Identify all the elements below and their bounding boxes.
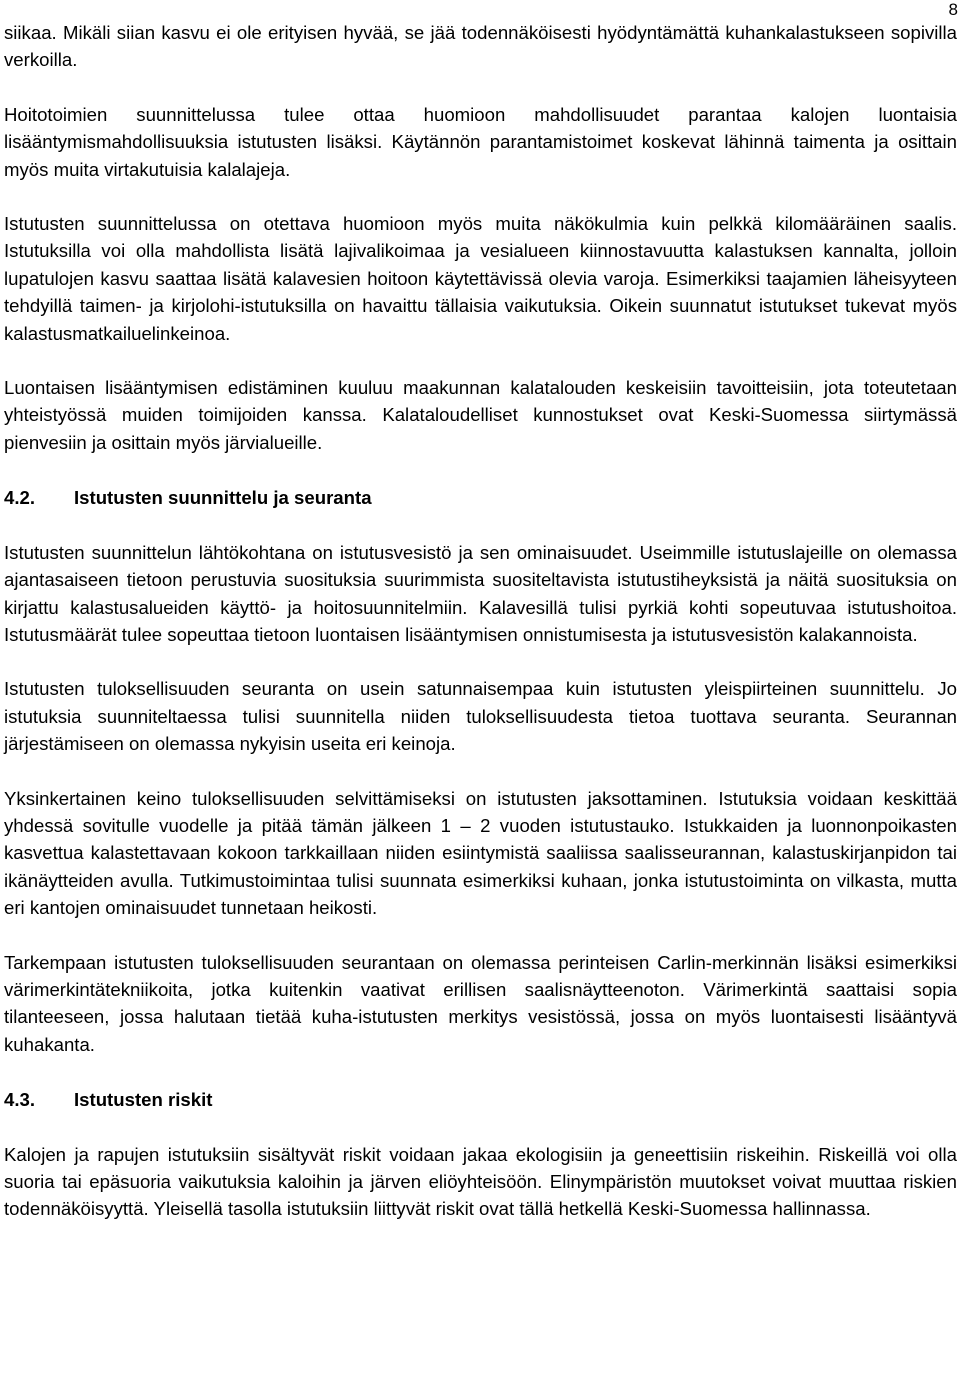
paragraph: Istutusten suunnittelussa on otettava huomioon myös muita näkökulmia kuin pelkkä kilomääräinen saalis. Istutuksilla voi olla mahdollista lisätä lajivalikoimaa ja vesialueen kiinnostavuutta kalastuksen kannalta, jolloin lupatulojen kasvu saattaa lisätä kalavesien hoitoon käytettävissä olevia varoja. Esimerkiksi taajamien läheisyyteen tehdyillä taimen- ja kirjolohi-istutuksilla on havaittu tällaisia vaikutuksia. Oikein suunnatut istutukset tukevat myös kalastusmatkailuelinkeinoa. xyxy=(4,213,957,344)
paragraph: Istutusten suunnittelun lähtökohtana on istutusvesistö ja sen ominaisuudet. Useimmille istutuslajeille on olemassa ajantasaiseen tietoon perustuvia suosituksia suurimmista suositeltavista istutustiheyksistä ja näitä suosituksia on kirjattu kalastusalueiden käyttö- ja hoitosuunnitelmiin. Kalavesillä tulisi pyrkiä kohti sopeutuvaa istutushoitoa. Istutusmäärät tulee sopeuttaa tietoon luontaisen lisääntymisen onnistumisesta ja istutusvesistön kalakannoista. xyxy=(4,541,957,645)
paragraph: Istutusten tuloksellisuuden seuranta on usein satunnaisempaa kuin istutusten yleispiirteinen suunnittelu. Jo istutuksia suunniteltaessa tulisi suunnitella niiden tuloksellisuudesta tietoa tuottava seuranta. Seurannan järjestämiseen on olemassa nykyisin useita eri keinoja. xyxy=(4,678,957,755)
page-number: 8 xyxy=(948,0,958,19)
section-number: 4.2. xyxy=(4,487,36,509)
paragraph: Hoitotoimien suunnittelussa tulee ottaa huomioon mahdollisuudet parantaa kalojen luontaisia lisääntymismahdollisuuksia istutusten lisäksi. Käytännön parantamistoimet koskevat lähinnä taimenta ja osittain myös muita virtakutuisia kalalajeja. xyxy=(4,103,957,180)
section-heading-4-3 xyxy=(4,1086,957,1113)
paragraph: Luontaisen lisääntymisen edistäminen kuuluu maakunnan kalatalouden keskeisiin tavoitteisiin, jota toteutetaan yhteistyössä muiden toimijoiden kanssa. Kalataloudelliset kunnostukset ovat Keski-Suomessa siirtymässä pienvesiin ja osittain myös järvialueille. xyxy=(4,377,957,453)
paragraph: siikaa. Mikäli siian kasvu ei ole erityisen hyvää, se jää todennäköisesti hyödyntämättä kuhankalastukseen sopivilla verkoilla. xyxy=(4,22,957,71)
section-title: Istutusten riskit xyxy=(74,1089,213,1111)
paragraph: Kalojen ja rapujen istutuksiin sisältyvät riskit voidaan jakaa ekologisiin ja geneettisiin riskeihin. Riskeillä voi olla suoria tai epäsuoria vaikutuksia kaloihin ja järven eliöyhteisöön. Elinympäristön muutokset voivat muuttaa riskien todennäköisyyttä. Yleisellä tasolla istutuksiin liittyvät riskit ovat tällä hetkellä Keski-Suomessa hallinnassa. xyxy=(4,1143,957,1220)
section-title: Istutusten suunnittelu ja seuranta xyxy=(74,487,372,509)
paragraph: Tarkempaan istutusten tuloksellisuuden seurantaan on olemassa perinteisen Carlin-merkinnän lisäksi esimerkiksi värimerkintätekniikoita, jotka kuitenkin vaativat erillisen saalisnäytteenoton. Värimerkintä saattaisi sopia tilanteeseen, jossa halutaan tietää kuha-istutusten merkitys vesistössä, jossa on myös luontaisesti lisääntyvä kuhakanta. xyxy=(4,951,957,1055)
paragraph: Yksinkertainen keino tuloksellisuuden selvittämiseksi on istutusten jaksottaminen. Istutuksia voidaan keskittää yhdessä sovitulle vuodelle ja pitää tämän jälkeen 1 – 2 vuoden istutustauko. Istukkaiden ja luonnonpoikasten kasvettua kalastettavaan kokoon tarkkaillaan niiden esiintymistä saaliissa saalisseurannan, kalastuskirjanpidon tai ikänäytteiden avulla. Tutkimustoimintaa tulisi suunnata esimerkiksi kuhaan, jonka istutustoiminta on vilkasta, mutta eri kantojen ominaisuudet tunnetaan heikosti. xyxy=(4,787,957,919)
section-number: 4.3. xyxy=(4,1089,36,1111)
document-body xyxy=(4,19,957,1223)
section-heading-4-2 xyxy=(4,484,957,511)
